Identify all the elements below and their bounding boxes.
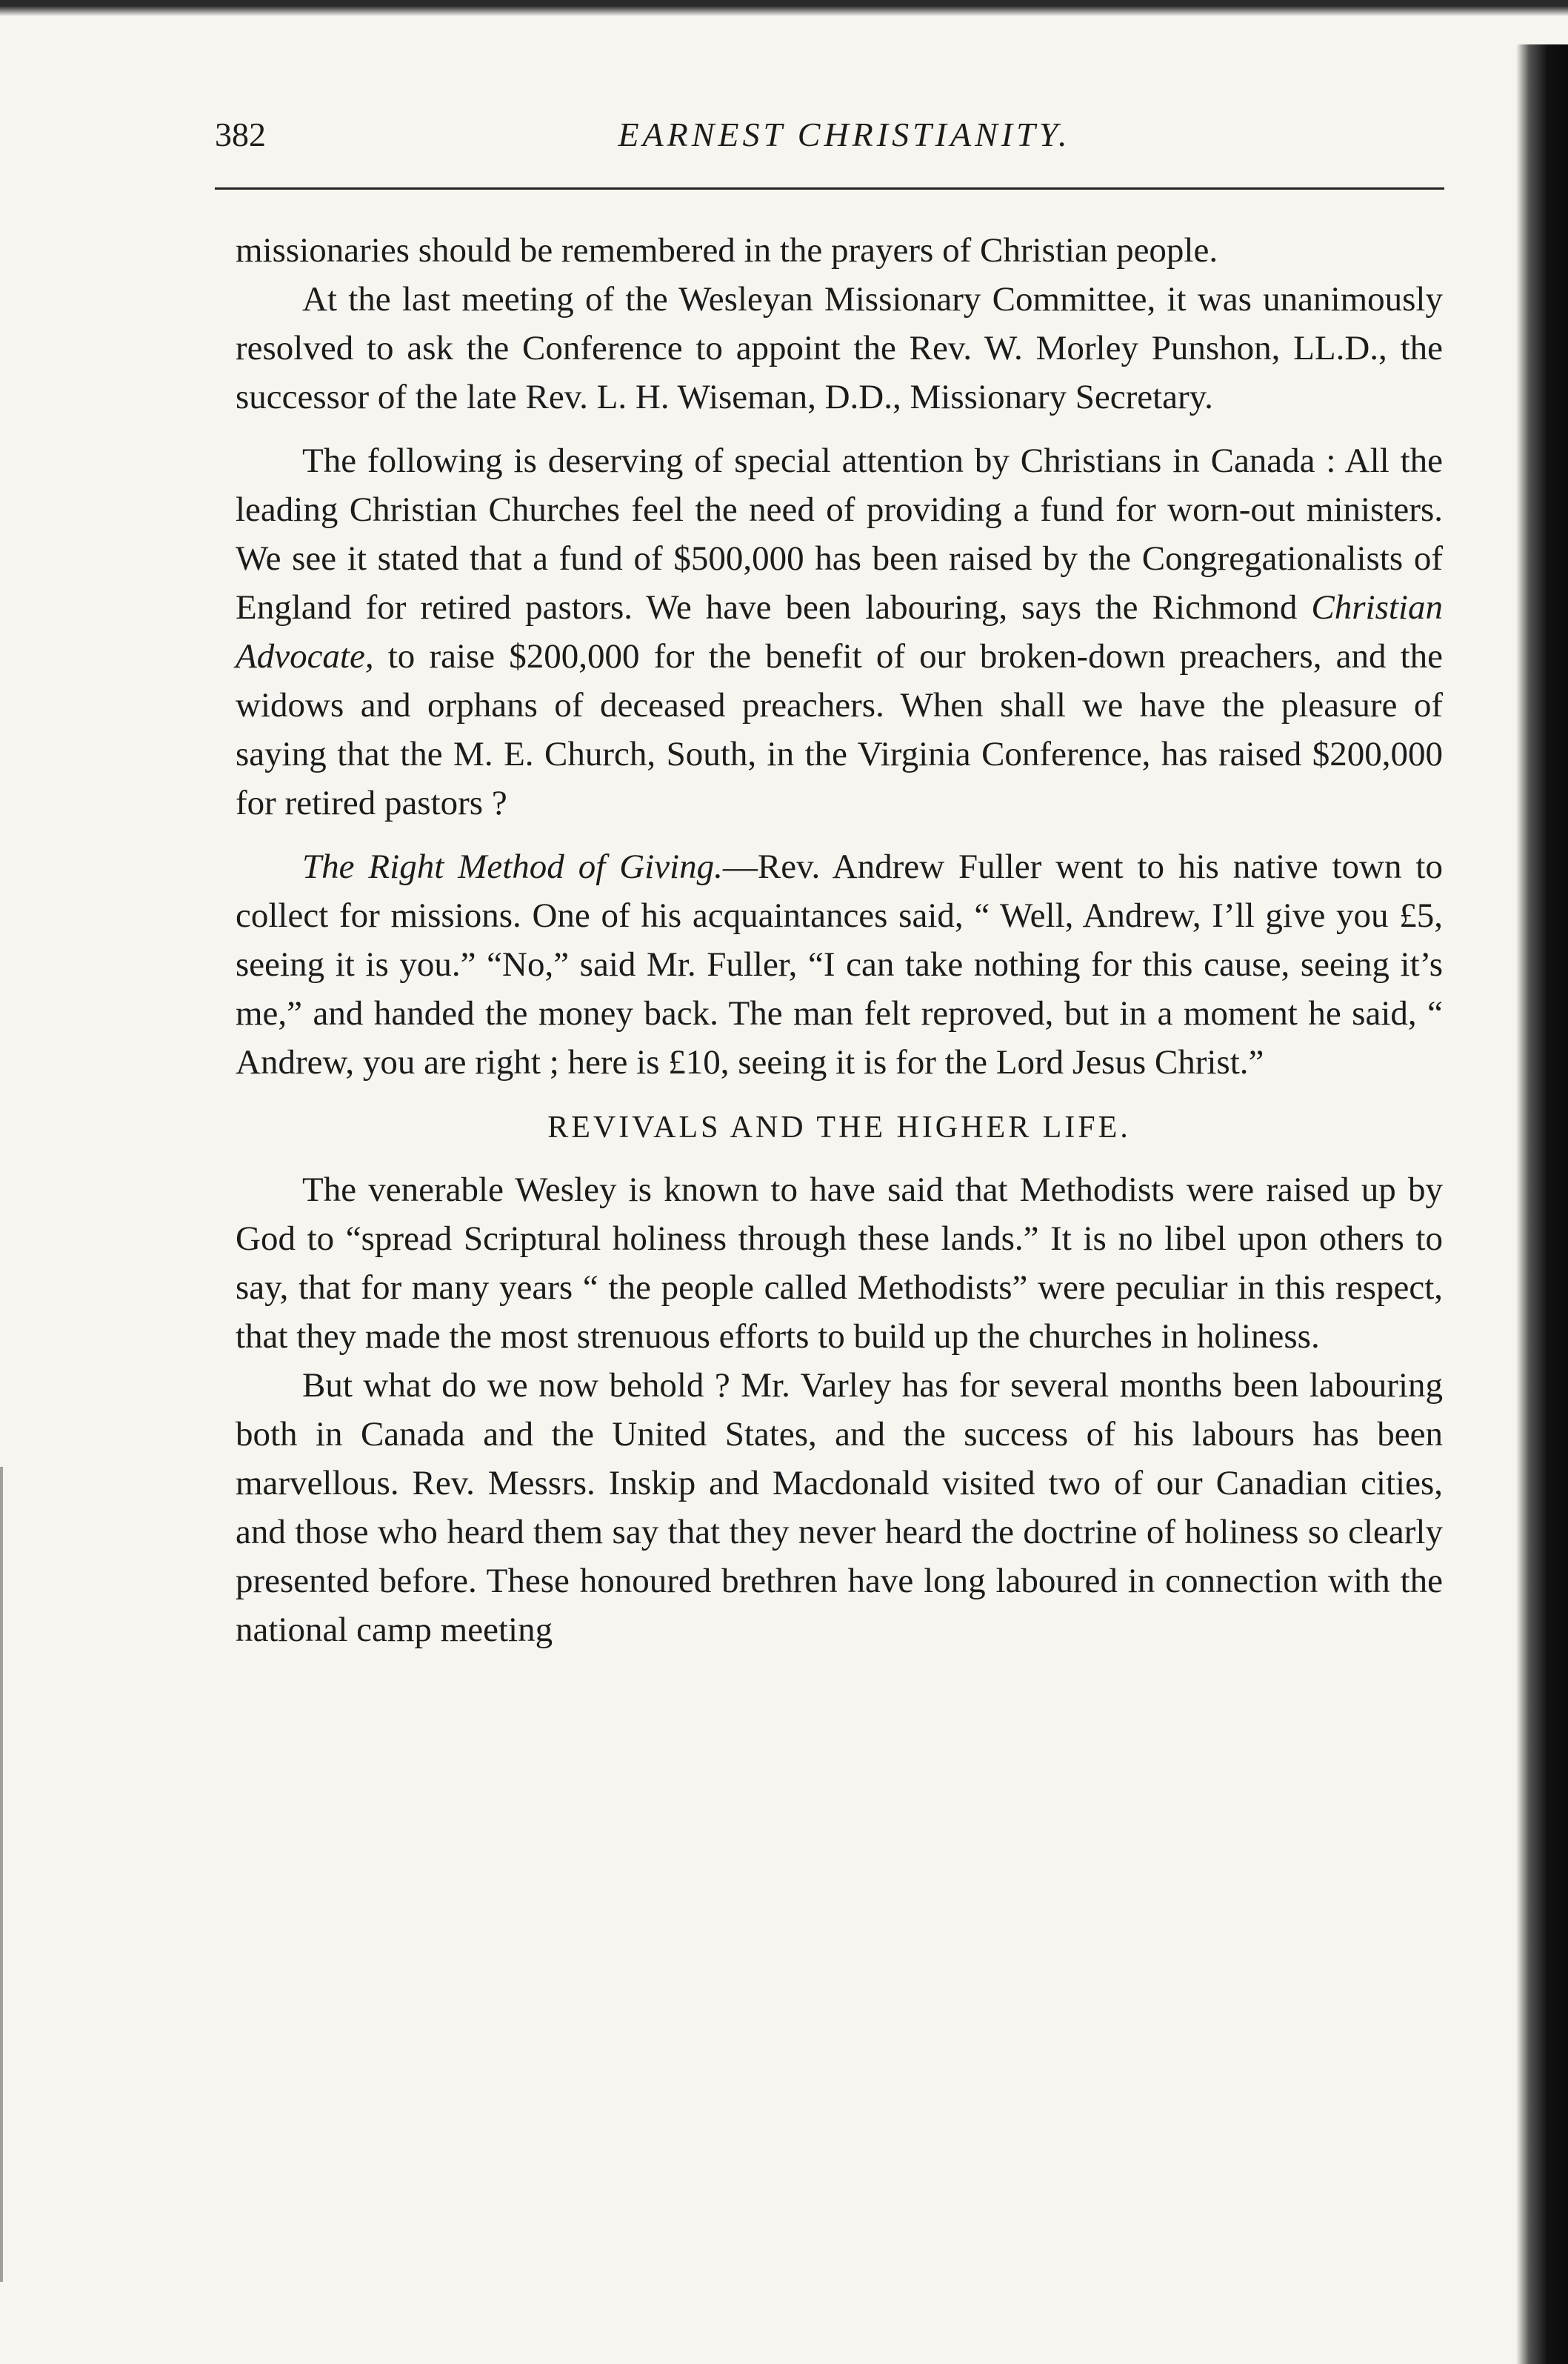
paragraph-lead-title: The Right Method of Giving. [302, 848, 723, 886]
paragraph-varley-labours: But what do we now behold ? Mr. Varley has for several months been labouring both in Canada and the United States, and the success of his labours has been marvellous. Rev. Messrs. Inskip and Macdonald visited two of our Canadian cities, and those who heard them say that they never heard the doctrine of holiness so clearly presented before. These honoured brethren have long laboured in connection with the national camp meeting [236, 1366, 1443, 1649]
page-top-edge [0, 0, 1568, 16]
section-heading: REVIVALS AND THE HIGHER LIFE. [547, 1111, 1131, 1145]
page-binding-shadow [1516, 44, 1568, 2364]
paragraph-right-method-of-giving [236, 842, 1443, 1087]
page-body [236, 226, 1443, 1654]
paragraph-giving-text: —Rev. Andrew Fuller went to his native town to collect for missions. One of his acquaintances said, “ Well, Andrew, I’ll give you £5, seeing it is you.” “No,” said Mr. Fuller, “I can take nothing for this cause, seeing it’s me,” and handed the money back. The man felt reproved, but in a moment he said, “ Andrew, you are right ; here is £10, seeing it is for the Lord Jesus Christ.” [236, 848, 1443, 1082]
paragraph-fund-text-b: to raise $200,000 for the benefit of our broken-down preachers, and the widows and orphans of deceased preachers. When shall we have the pleasure of saying that the M. E. Church, South, in the Virginia Conference, has raised $200,000 for retired pastors ? [236, 637, 1443, 822]
paragraph-fund-text-a: The following is deserving of special attention by Christians in Canada : All the leading Christian Churches feel the need of providing a fund for worn-out ministers. We see it stated that a fund of $500,000 has been raised by the Congregationalists of England for retired pastors. We have been labouring, says the Richmond [236, 442, 1443, 627]
paragraph-continued: missionaries should be remembered in the prayers of Christian people. [236, 231, 1218, 270]
publication-title: Christian Advocate, [236, 588, 1443, 676]
page-header [215, 115, 1444, 174]
paragraph-wesleyan-committee: At the last meeting of the Wesleyan Missionary Committee, it was unanimously resolved to ask the Conference to appoint the Rev. W. Morley Punshon, LL.D., the successor of the late Rev. L. H. Wiseman, D.D., Missionary Secretary. [236, 280, 1443, 416]
page-left-edge [0, 1467, 16, 2282]
running-title: EARNEST CHRISTIANITY. [618, 116, 1071, 153]
header-rule [215, 187, 1444, 190]
paragraph-wesley-holiness: The venerable Wesley is known to have said that Methodists were raised up by God to “spread Scriptural holiness through these lands.” It is no libel upon others to say, that for many years “ the people called Methodists” were peculiar in this respect, that they made the most strenuous efforts to build up the churches in holiness. [236, 1171, 1443, 1356]
page-number: 382 [215, 116, 266, 153]
paragraph-fund-for-ministers [236, 436, 1443, 828]
